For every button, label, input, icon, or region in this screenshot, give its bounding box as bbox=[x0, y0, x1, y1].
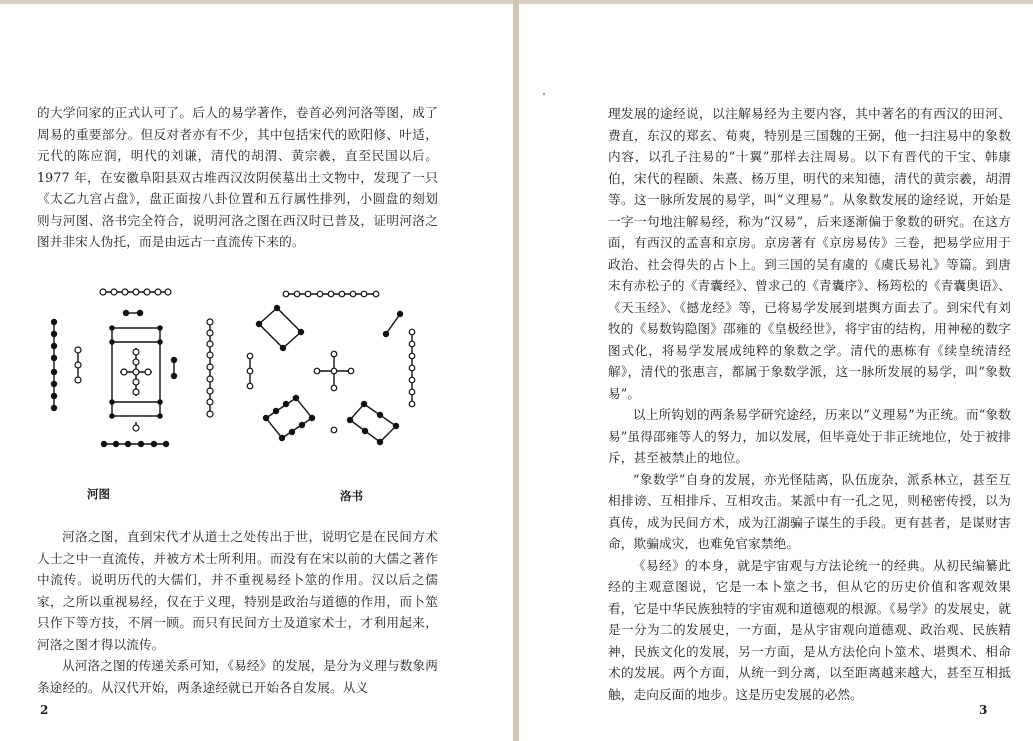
hetu-caption: 河图 bbox=[87, 487, 110, 501]
paragraph: 《易经》的本身，就是宇宙观与方法论统一的经典。从初民编纂此经的主观意图说，它是一本卜筮之书，但从它的历史价值和客观效果看，它是中华民族独特的宇宙观和道德观的根源。《易学》的发展史，就是一分为二的发展史，一方面，是从宇宙观向道德观、政治观、民族精神，民族文化的发展，另一方面，是从方法伦向卜筮术、堪舆术、相命术的发展。两个方面，从统一到分离，以至距离越来越大，甚至互相抵触，走向反面的地步。这是历史发展的必然。 bbox=[608, 557, 1011, 702]
luoshu-figure bbox=[247, 291, 415, 445]
page-number: 2 bbox=[40, 703, 49, 717]
hetu-figure bbox=[51, 289, 213, 447]
page-top-edge bbox=[0, 0, 513, 4]
paragraph: 从河洛之图的传递关系可知，《易经》的发展，是分为义理与数象两条途经的。从汉代开始，两条途经就已开始各自发展。从义 bbox=[37, 658, 439, 695]
hetu-luoshu-diagram bbox=[40, 280, 440, 480]
left-bottom-text bbox=[37, 526, 438, 698]
left-page bbox=[0, 0, 513, 741]
luoshu-caption: 洛书 bbox=[340, 489, 363, 503]
right-text bbox=[608, 103, 1011, 705]
page-number: 3 bbox=[979, 703, 988, 717]
paragraph: 以上所钩划的两条易学研究途经，历来以“义理易”为正统。而“象数易”虽得邵雍等人的努力，加以发展，但毕竟处于非正统地位，处于被排斥，甚至被禁止的地位。 bbox=[608, 407, 1011, 465]
paragraph: 理发展的途经说，以注解易经为主要内容，其中著名的有西汉的田河、费直，东汉的郑玄、荀爽，特别是三国魏的王弼，他一扫注易中的象数内容，以孔子注易的“十翼”那样去注周易。以下有晋代的干宝、韩康伯，宋代的程颐、朱熹、杨万里，明代的来知德，清代的黄宗羲，胡渭等。这一脉所发展的易学，叫“义理易”。从象数发展的途经说，开始是一字一句地注解易经，称为“汉易”，后来逐渐偏于象数的研究。在这方面，有西汉的孟喜和京房。京房著有《京房易传》三卷，把易学应用于政治、社会得失的占卜上。到三国的吴有虞的《虞氏易礼》等篇。到唐末有赤松子的《青囊经》、曾求己的《青囊序》、杨筠松的《青囊奥语》、《天玉经》、《撼龙经》等，已将易学发展到堪舆方面去了。到宋代有刘牧的《易数钩隐图》邵雍的《皇极经世》，将宇宙的结构，用神秘的数字图式化，将易学发展成纯粹的象数之学。清代的惠栋有《续皇统清经解》，清代的张惠言，都属于象数学派，这一脉所发展的易学，叫“象数易”。 bbox=[608, 106, 1011, 401]
paragraph: 河洛之图，直到宋代才从道士之处传出于世，说明它是在民间方术人士之中一直流传，并被方术士所利用。而没有在宋以前的大儒之著作中流传。说明历代的大儒们，并不重视易经卜筮的作用。汉以后之儒家，之所以重视易经，仅在于义理，特别是政治与道德的作用，而卜筮只作下等方技，不屑一顾。而只有民间方士及道家术士，才利用起来，河洛之图才得以流传。 bbox=[37, 529, 438, 652]
paragraph: 的大学问家的正式认可了。后人的易学著作，卷首必列河洛等图，成了周易的重要部分。但反对者亦有不少，其中包括宋代的欧阳修、叶适，元代的陈应润，明代的刘谦，清代的胡渭、黄宗羲，直至民国以后。1977 年，在安徽阜阳县双古堆西汉汝阴侯墓出土文物中，发现了一只《太乙九宫占盘》，盘正面按八卦位置和五行属性排列，小圆盘的刻划则与河图、洛书完全符合，说明河洛之图在西汉时已普及，证明河洛之图并非宋人伪托，而是由远古一直流传下来的。 bbox=[37, 105, 438, 249]
left-top-text bbox=[37, 102, 438, 253]
paragraph: “象数学”自身的发展，亦光怪陆离，队伍庞杂，派系林立，甚至互相排谤、互相排斥、互相攻击。某派中有一孔之见，则秘密传授，以为真传，成为民间方术，成为江湖骗子谋生的手段。更有甚者，是谋财害命，欺骗成灾，也难免官家禁绝。 bbox=[608, 471, 1011, 551]
page-top-edge bbox=[519, 0, 1033, 4]
right-page bbox=[519, 0, 1033, 741]
print-speck bbox=[543, 93, 545, 95]
